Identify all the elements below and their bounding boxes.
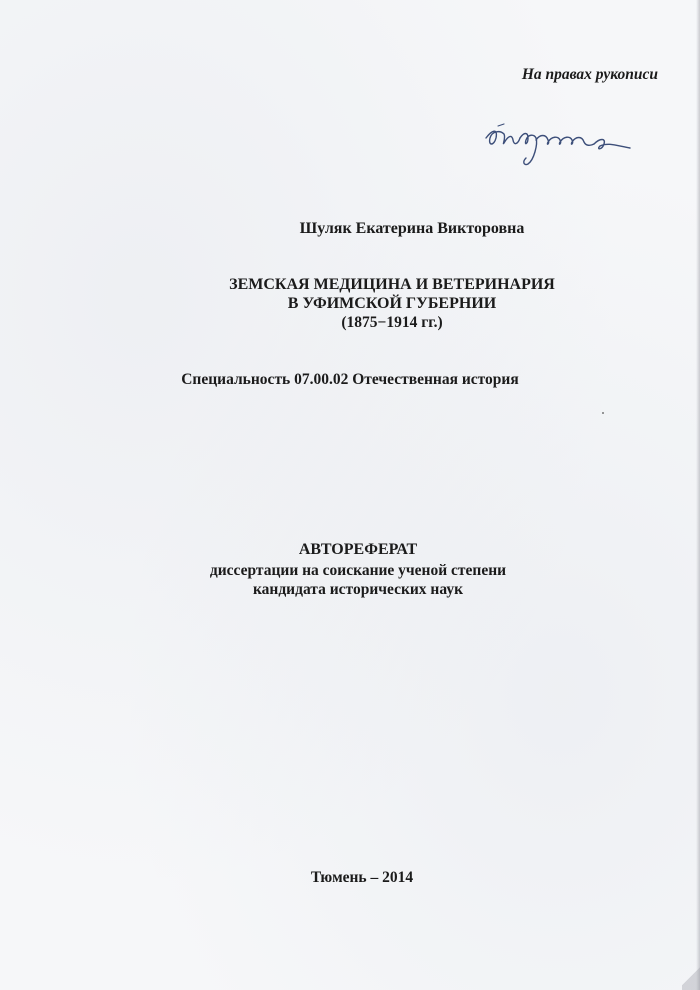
dissertation-years: (1875−1914 гг.) — [341, 314, 443, 331]
abstract-line-1: диссертации на соискание ученой степени — [209, 562, 507, 579]
place-and-year: Тюмень – 2014 — [310, 869, 414, 886]
specialty-line: Специальность 07.00.02 Отечественная история — [181, 371, 519, 388]
page-edge-shadow — [696, 0, 700, 990]
abstract-heading: АВТОРЕФЕРАТ — [298, 541, 418, 558]
abstract-line-2: кандидата исторических наук — [252, 581, 464, 598]
scan-speck — [602, 412, 604, 414]
dissertation-title-line-2: В УФИМСКОЙ ГУБЕРНИИ — [287, 295, 497, 312]
handwritten-signature-icon — [478, 116, 638, 172]
page-corner-fold — [682, 962, 700, 990]
manuscript-rights-note: На правах рукописи — [521, 66, 658, 83]
dissertation-title-line-1: ЗЕМСКАЯ МЕДИЦИНА И ВЕТЕРИНАРИЯ — [229, 276, 555, 293]
author-name: Шуляк Екатерина Викторовна — [299, 220, 525, 237]
